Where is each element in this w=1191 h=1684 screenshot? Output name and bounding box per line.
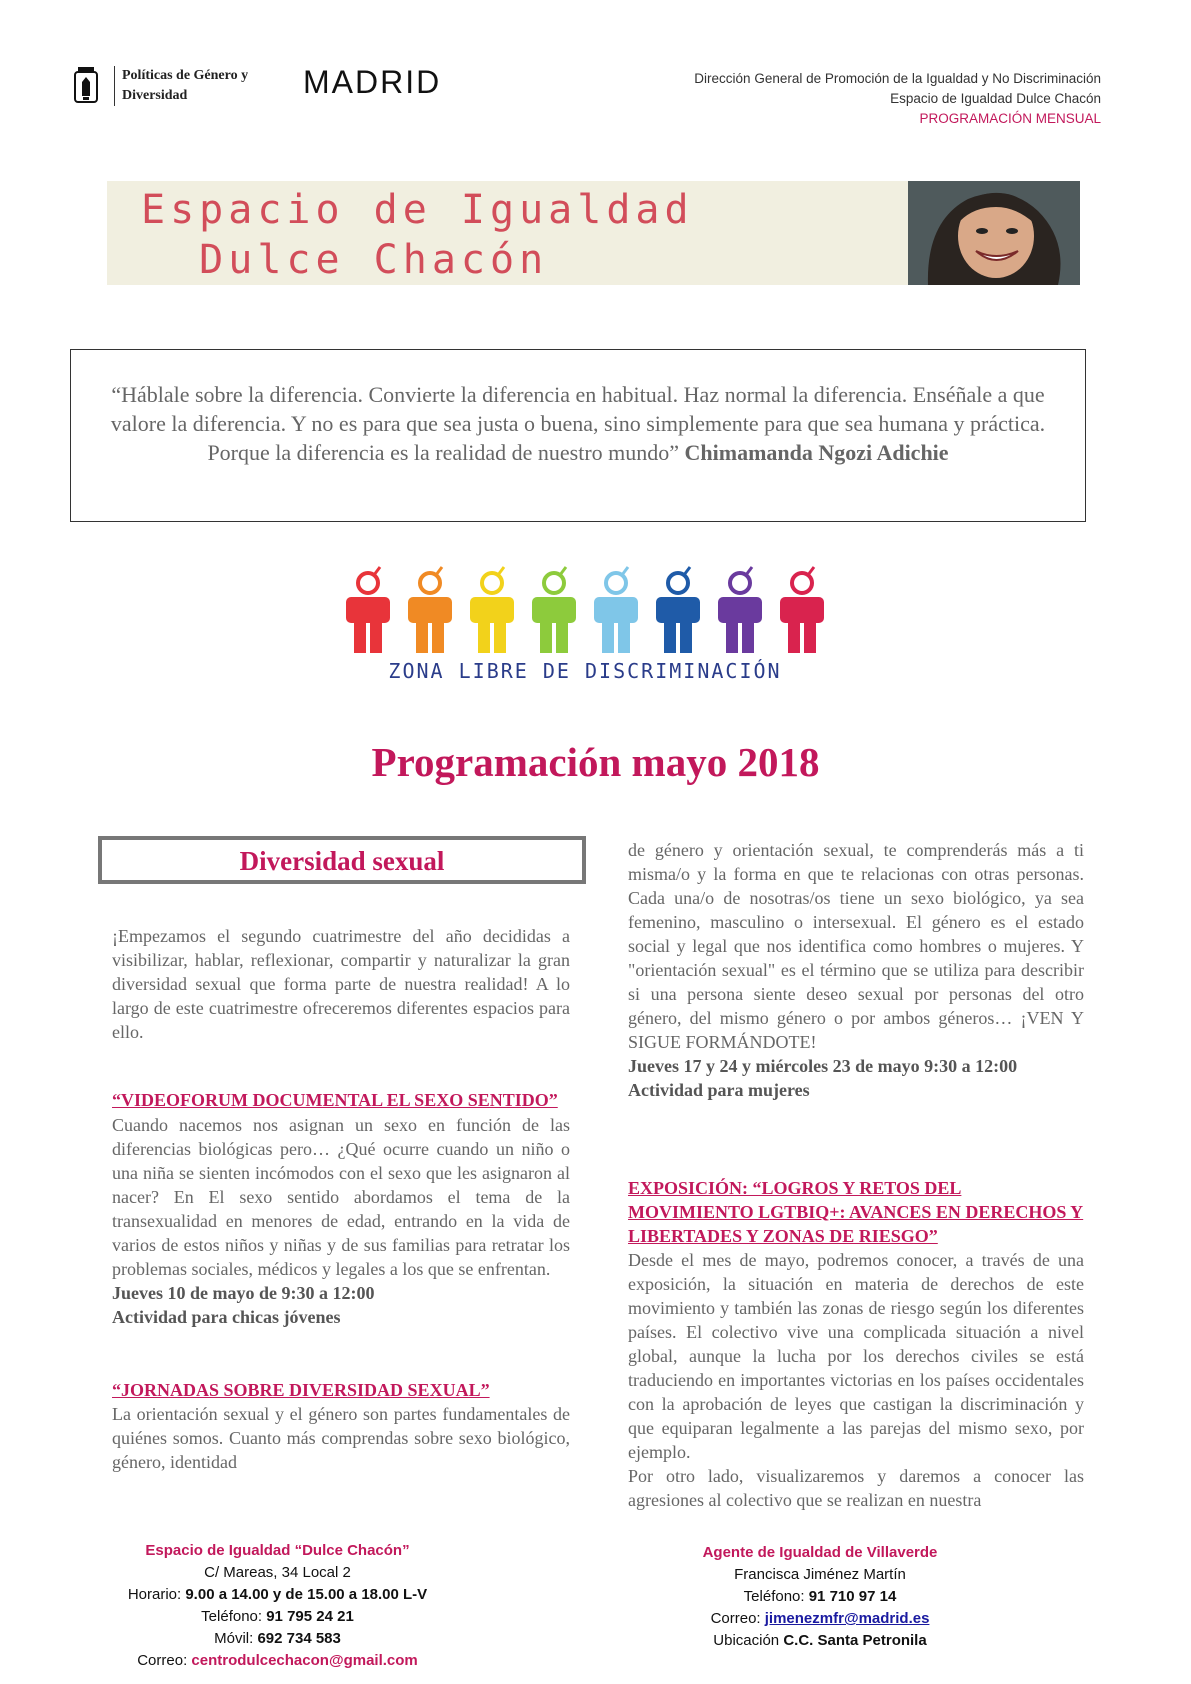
mobile-value: 692 734 583 <box>257 1630 341 1647</box>
banner-line2: Dulce Chacón <box>141 237 549 283</box>
gender-figure <box>532 567 576 653</box>
page-title: Programación mayo 2018 <box>371 739 820 785</box>
quote-text <box>83 380 1073 467</box>
logo-line2: Diversidad <box>122 88 188 103</box>
header-right <box>694 69 1101 129</box>
madrid-shield-icon <box>74 66 98 104</box>
footer-left-phone <box>100 1606 455 1628</box>
phone-label: Teléfono: <box>743 1588 809 1605</box>
footer-right <box>640 1542 1000 1652</box>
footer-left-email <box>100 1650 455 1672</box>
footer-right-name: Francisca Jiménez Martín <box>734 1566 906 1583</box>
event3-title: EXPOSICIÓN: “LOGROS Y RETOS DEL MOVIMIENTO LGTBIQ+: AVANCES EN DERECHOS Y LIBERTADES Y ZONAS DE RIESGO” <box>628 1178 1084 1246</box>
header-space: Espacio de Igualdad Dulce Chacón <box>890 91 1101 106</box>
event3-body1: Desde el mes de mayo, podremos conocer, a través de una exposición, la situación en materia de derechos de este movimiento y también las zonas de riesgo según los diferentes países. El colectivo vive una complicada situación a nivel global, aunque la lucha por los derechos civiles se está traduciendo en importantes victorias en los países occidentales con la aprobación de leyes que castigan la discriminación y que equiparan legalmente a las parejas del mismo sexo, por ejemplo. <box>628 1250 1084 1462</box>
header-monthly: PROGRAMACIÓN MENSUAL <box>919 111 1101 126</box>
gender-figure <box>470 567 514 653</box>
gender-figures-illustration <box>330 563 840 659</box>
phone-value: 91 795 24 21 <box>266 1608 354 1625</box>
gender-figure <box>780 567 824 653</box>
event3-body2: Por otro lado, visualizaremos y daremos a conocer las agresiones al colectivo que se realizan en nuestra <box>628 1466 1084 1510</box>
event2-audience: Actividad para mujeres <box>628 1080 810 1100</box>
phone-value: 91 710 97 14 <box>808 1588 897 1605</box>
portrait-image <box>908 181 1080 285</box>
banner-line1: Espacio de Igualdad <box>141 187 694 233</box>
location-label: Ubicación <box>713 1632 784 1649</box>
logo-line1: Políticas de Género y <box>122 68 249 83</box>
logo-text <box>122 66 248 106</box>
hours-label: Horario: <box>127 1586 186 1603</box>
zona-libre-label: ZONA LIBRE DE DISCRIMINACIÓN <box>388 659 782 683</box>
footer-right-phone <box>640 1586 1000 1608</box>
hours-value: 9.00 a 14.00 y de 15.00 a 18.00 L-V <box>185 1586 428 1603</box>
email-label: Correo: <box>137 1652 192 1669</box>
event1-date: Jueves 10 de mayo de 9:30 a 12:00 <box>112 1283 375 1303</box>
footer-right-email <box>640 1608 1000 1630</box>
footer-right-location <box>640 1630 1000 1652</box>
footer-right-title: Agente de Igualdad de Villaverde <box>702 1544 938 1561</box>
event1-audience: Actividad para chicas jóvenes <box>112 1307 341 1327</box>
event2-date: Jueves 17 y 24 y miércoles 23 de mayo 9:30 a 12:00 <box>628 1056 1018 1076</box>
header-direction: Dirección General de Promoción de la Igualdad y No Discriminación <box>694 71 1101 86</box>
madrid-wordmark: MADRID <box>303 64 442 100</box>
section-header-box <box>98 836 586 884</box>
location-value: C.C. Santa Petronila <box>783 1632 927 1649</box>
banner-title <box>141 185 694 285</box>
phone-label: Teléfono: <box>201 1608 267 1625</box>
gender-figure <box>718 567 762 653</box>
logo-divider <box>114 66 115 106</box>
gender-figure <box>346 567 390 653</box>
section-title: Diversidad sexual <box>239 846 445 876</box>
quote-author: Chimamanda Ngozi Adichie <box>684 440 949 465</box>
banner <box>107 181 1080 285</box>
gender-figure <box>656 567 700 653</box>
footer-left <box>100 1540 455 1672</box>
quote-body: “Háblale sobre la diferencia. Convierte la diferencia en habitual. Haz normal la diferencia. Enséñale a que valore la diferencia. Y no es para que sea justa o buena, sino simplemente para que sea humana y práctica. Porque la diferencia es la realidad de nuestro mundo” <box>110 382 1046 465</box>
email-link-right[interactable]: jimenezmfr@madrid.es <box>764 1610 930 1627</box>
zona-libre-logo <box>330 563 840 689</box>
event2-block <box>628 838 1084 1102</box>
gender-figure <box>408 567 452 653</box>
footer-left-hours <box>100 1584 455 1606</box>
event3-block <box>628 1248 1084 1512</box>
event1-block <box>112 1113 570 1329</box>
gender-figure <box>594 567 638 653</box>
quote-box <box>70 349 1086 522</box>
mobile-label: Móvil: <box>214 1630 258 1647</box>
intro-paragraph: ¡Empezamos el segundo cuatrimestre del año decididas a visibilizar, hablar, reflexionar, compartir y naturalizar la gran diversidad sexual que forma parte de nuestra realidad! A lo largo de este cuatrimestre ofreceremos diferentes espacios para ello. <box>112 926 570 1042</box>
email-label: Correo: <box>710 1610 765 1627</box>
event2-body-cont: de género y orientación sexual, te comprenderás más a ti misma/o y la forma en que te relacionas con otras personas. Cada una/o de nosotras/os tiene un sexo biológico, ya sea femenino, masculino o intersexual. El género es el estado social y legal que nos identifica como hombres o mujeres. Y "orientación sexual" es el término que se utiliza para describir si una persona siente deseo sexual por personas del otro género, del mismo género o por ambos géneros… ¡VEN Y SIGUE FORMÁNDOTE! <box>628 840 1084 1052</box>
event1-title: “VIDEOFORUM DOCUMENTAL EL SEXO SENTIDO” <box>112 1090 558 1110</box>
event2-title: “JORNADAS SOBRE DIVERSIDAD SEXUAL” <box>112 1380 490 1400</box>
email-link-left[interactable]: centrodulcechacon@gmail.com <box>191 1652 418 1669</box>
event1-body: Cuando nacemos nos asignan un sexo en función de las diferencias biológicas pero… ¿Qué ocurre cuando un niño o una niña se sienten incómodos con el sexo que les asignaron al nacer? En El sexo sentido abordamos el tema de la transexualidad en menores de edad, entrando en la vida de varios de estos niños y niñas y de sus familias para retratar los problemas sociales, médicos y legales a los que se enfrentan. <box>112 1115 570 1279</box>
footer-left-mobile <box>100 1628 455 1650</box>
portrait-drawing <box>908 181 1080 285</box>
footer-left-name: Espacio de Igualdad “Dulce Chacón” <box>145 1542 410 1559</box>
event2-body-start: La orientación sexual y el género son partes fundamentales de quiénes somos. Cuanto más comprendas sobre sexo biológico, género, identidad <box>112 1404 570 1472</box>
footer-left-address: C/ Mareas, 34 Local 2 <box>204 1564 351 1581</box>
